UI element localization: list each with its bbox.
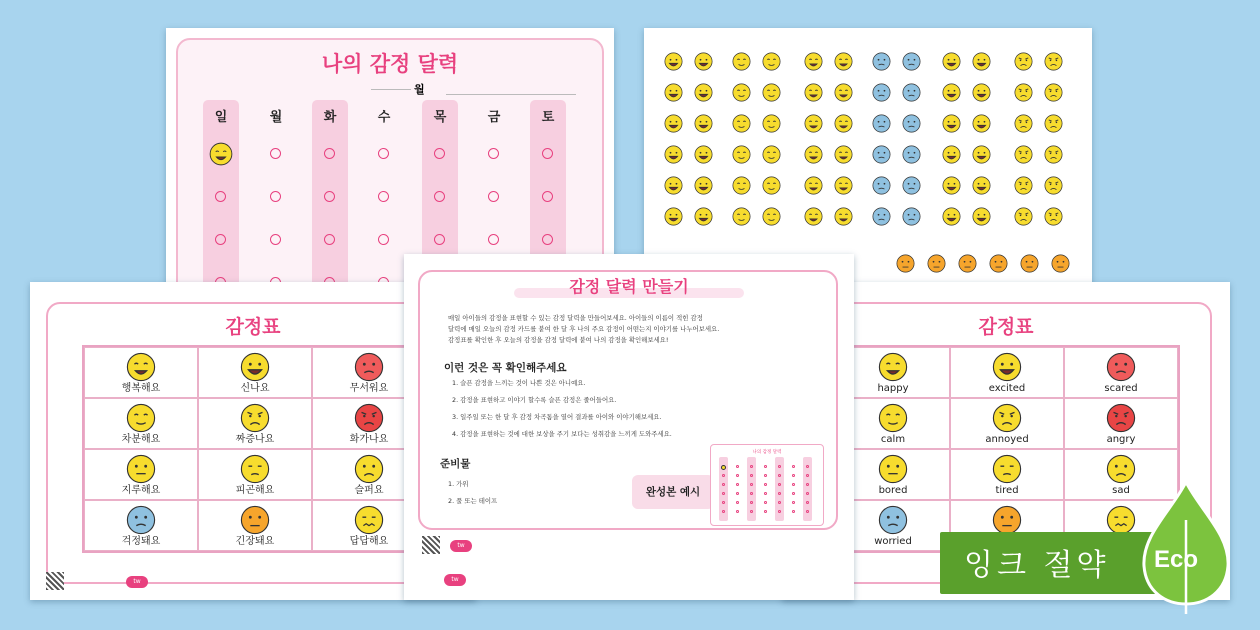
emotion-cell xyxy=(198,449,312,500)
day-label: 일 xyxy=(214,110,228,125)
mini-slot xyxy=(750,465,753,468)
scared-face-icon xyxy=(1106,352,1136,382)
worried-face-icon xyxy=(902,145,921,164)
mini-slot xyxy=(750,474,753,477)
mini-slot xyxy=(722,501,725,504)
mini-slot xyxy=(778,483,781,486)
sticker-slot xyxy=(270,191,281,202)
excited-face-icon xyxy=(240,352,270,382)
annoyed-face-icon xyxy=(240,403,270,433)
emotion-label: 피곤해요 xyxy=(235,485,275,496)
annoyed-face-icon xyxy=(1044,83,1063,102)
happy-face-icon xyxy=(804,114,823,133)
sticker-slot xyxy=(434,234,445,245)
excited-face-icon xyxy=(694,145,713,164)
mini-column xyxy=(733,457,742,521)
intro-text: 매일 아이들의 감정을 표현할 수 있는 감정 달력을 만들어보세요. 아이들의 이름이 적힌 감정 달력에 매일 오늘의 감정 카드를 붙여 한 달 후 나의 주요 감정이 어떤는지 이야기를 나누어보세요. 감정표를 확인한 후 오늘의 감정을 감정 달력에 붙여 나의 감정을 확인해보세요! xyxy=(448,314,720,344)
annoyed-face-icon xyxy=(1044,176,1063,195)
nervous-face-icon xyxy=(927,254,946,273)
supplies-list xyxy=(448,476,497,510)
excited-face-icon xyxy=(664,176,683,195)
check-heading: 이런 것은 꼭 확인해주세요 xyxy=(444,362,567,374)
nervous-face-icon xyxy=(1051,254,1070,273)
ink-saving-label: 잉크 절약 xyxy=(964,548,1110,583)
emotion-cell xyxy=(1064,398,1178,449)
excited-face-icon xyxy=(942,145,961,164)
emotion-cell xyxy=(198,347,312,398)
sticker-slot xyxy=(378,234,389,245)
mini-slot xyxy=(778,465,781,468)
sticker-slot xyxy=(324,148,335,159)
instruction-title: 감정 달력 만들기 xyxy=(569,277,689,296)
emotion-grid xyxy=(82,345,428,553)
annoyed-face-icon xyxy=(1044,114,1063,133)
mini-slot xyxy=(806,474,809,477)
worried-face-icon xyxy=(902,52,921,71)
sticker-slot xyxy=(378,191,389,202)
happy-face-icon xyxy=(804,145,823,164)
mini-slot xyxy=(736,510,739,513)
annoyed-face-icon xyxy=(1014,145,1033,164)
sticker-slot xyxy=(378,148,389,159)
calm-face-icon xyxy=(878,403,908,433)
emotion-cell xyxy=(950,449,1064,500)
month-label: 월 xyxy=(414,83,425,96)
calm-face-icon xyxy=(732,114,751,133)
annoyed-face-icon xyxy=(1014,176,1033,195)
mini-slot xyxy=(764,465,767,468)
sticker-slot xyxy=(324,191,335,202)
emotion-label: 답답해요 xyxy=(349,536,389,547)
excited-face-icon xyxy=(972,114,991,133)
angry-face-icon xyxy=(354,403,384,433)
mini-slot xyxy=(736,492,739,495)
excited-face-icon xyxy=(942,176,961,195)
mini-column xyxy=(761,457,770,521)
emotion-label: worried xyxy=(874,536,912,547)
mini-slot xyxy=(736,474,739,477)
emotion-label: 무서워요 xyxy=(349,383,389,394)
day-label: 월 xyxy=(269,110,283,125)
mini-title: 나의 감정 달력 xyxy=(752,450,782,455)
mini-slot xyxy=(792,492,795,495)
mini-column xyxy=(747,457,756,521)
nervous-face-icon xyxy=(989,254,1008,273)
excited-face-icon xyxy=(972,83,991,102)
emotion-label: 화가나요 xyxy=(349,434,389,445)
worried-face-icon xyxy=(872,207,891,226)
bored-face-icon xyxy=(878,454,908,484)
calm-face-icon xyxy=(732,207,751,226)
annoyed-face-icon xyxy=(1014,83,1033,102)
mini-slot xyxy=(736,483,739,486)
worried-face-icon xyxy=(902,176,921,195)
excited-face-icon xyxy=(664,52,683,71)
eco-label: Eco xyxy=(1154,546,1199,573)
stuffy-face-icon xyxy=(1106,505,1136,535)
check-list xyxy=(452,378,812,446)
mini-slot xyxy=(792,465,795,468)
excited-face-icon xyxy=(942,83,961,102)
annoyed-face-icon xyxy=(1014,207,1033,226)
calm-face-icon xyxy=(762,207,781,226)
emotion-cell xyxy=(950,398,1064,449)
mini-slot xyxy=(750,501,753,504)
excited-face-icon xyxy=(972,176,991,195)
emotion-label: annoyed xyxy=(985,434,1029,445)
worried-face-icon xyxy=(872,176,891,195)
emotion-cell xyxy=(84,347,198,398)
mini-slot xyxy=(722,492,725,495)
mini-slot xyxy=(778,510,781,513)
happy-face-icon xyxy=(804,52,823,71)
emotion-label: 긴장돼요 xyxy=(235,536,275,547)
mini-column xyxy=(789,457,798,521)
sticker-slot xyxy=(488,191,499,202)
mini-slot xyxy=(778,501,781,504)
stuffy-face-icon xyxy=(354,505,384,535)
emotion-label: 슬퍼요 xyxy=(354,485,384,496)
emotion-label: excited xyxy=(988,383,1026,394)
sticker-slot xyxy=(324,234,335,245)
list-item: 1. 슬픈 감정을 느끼는 것이 나쁜 것은 아니예요. xyxy=(452,379,586,387)
emotion-grid xyxy=(834,345,1180,553)
sticker-slot xyxy=(270,148,281,159)
worried-face-icon xyxy=(872,83,891,102)
scared-face-icon xyxy=(354,352,384,382)
day-label: 수 xyxy=(377,110,391,125)
emotion-cell xyxy=(950,347,1064,398)
emotion-cell xyxy=(84,449,198,500)
happy-face-icon xyxy=(834,176,853,195)
worried-face-icon xyxy=(872,145,891,164)
worried-face-icon xyxy=(878,505,908,535)
bored-face-icon xyxy=(126,454,156,484)
excited-face-icon xyxy=(694,176,713,195)
mini-slot xyxy=(750,492,753,495)
list-item: 3. 일주일 또는 한 달 후 감정 차곡톰을 열어 결과를 아이와 이야기해보세요. xyxy=(452,413,662,421)
emotion-label: 짜증나요 xyxy=(235,434,275,445)
mini-slot xyxy=(806,501,809,504)
mini-slot xyxy=(806,465,809,468)
list-item: 4. 감정을 표현하는 것에 대한 보상을 주기 보다는 성취감을 느끼게 도와주세요. xyxy=(452,430,672,438)
mini-slot xyxy=(722,483,725,486)
excited-face-icon xyxy=(972,207,991,226)
mini-slot xyxy=(764,474,767,477)
nervous-face-icon xyxy=(1020,254,1039,273)
calm-face-icon xyxy=(732,145,751,164)
sticker-slot xyxy=(215,234,226,245)
excited-face-icon xyxy=(942,207,961,226)
sample-label: 완성본 예시 xyxy=(632,475,714,509)
sad-face-icon xyxy=(1106,454,1136,484)
mini-slot xyxy=(764,483,767,486)
qr-code-icon xyxy=(422,536,440,554)
twinkl-logo-icon: tw xyxy=(450,540,472,552)
calendar-title: 나의 감정 달력 xyxy=(321,52,459,76)
mini-slot xyxy=(792,483,795,486)
qr-code-icon xyxy=(46,572,64,590)
happy-face-icon xyxy=(834,83,853,102)
mini-slot xyxy=(736,501,739,504)
day-label: 화 xyxy=(323,110,337,125)
calm-face-icon xyxy=(762,52,781,71)
emoji-cutout-sheet xyxy=(644,28,1092,286)
annoyed-face-icon xyxy=(1014,52,1033,71)
mini-slot xyxy=(806,510,809,513)
mini-slot xyxy=(792,510,795,513)
emotion-cell xyxy=(198,398,312,449)
happy-face-icon xyxy=(834,52,853,71)
mini-column xyxy=(719,457,728,521)
annoyed-face-icon xyxy=(1044,145,1063,164)
eco-leaf-icon xyxy=(1140,480,1232,614)
emotion-cell xyxy=(198,500,312,551)
day-label: 목 xyxy=(433,110,447,125)
happy-face-icon xyxy=(834,207,853,226)
mini-slot xyxy=(792,474,795,477)
emotion-label: sad xyxy=(1112,485,1130,496)
day-label: 금 xyxy=(487,110,501,125)
list-item: 2. 풀 또는 테이프 xyxy=(448,497,498,505)
excited-face-icon xyxy=(664,83,683,102)
excited-face-icon xyxy=(942,52,961,71)
excited-face-icon xyxy=(972,52,991,71)
emotion-label: 지루해요 xyxy=(121,485,161,496)
excited-face-icon xyxy=(972,145,991,164)
happy-face-icon xyxy=(834,145,853,164)
mini-slot xyxy=(764,501,767,504)
sticker-slot xyxy=(270,234,281,245)
excited-face-icon xyxy=(664,207,683,226)
sticker-slot xyxy=(215,191,226,202)
worried-face-icon xyxy=(902,207,921,226)
sticker-slot xyxy=(542,191,553,202)
emotion-label: tired xyxy=(995,485,1019,496)
calm-face-icon xyxy=(732,176,751,195)
emotion-cell xyxy=(1064,347,1178,398)
excited-face-icon xyxy=(992,352,1022,382)
happy-face-icon xyxy=(804,83,823,102)
sticker-slot xyxy=(434,191,445,202)
worried-face-icon xyxy=(872,52,891,71)
chart-title: 감정표 xyxy=(978,316,1034,338)
mini-slot xyxy=(721,465,726,470)
excited-face-icon xyxy=(694,114,713,133)
mini-slot xyxy=(750,483,753,486)
emotion-label: happy xyxy=(877,383,909,394)
annoyed-face-icon xyxy=(1044,52,1063,71)
calm-face-icon xyxy=(762,145,781,164)
chart-title: 감정표 xyxy=(225,316,281,338)
mini-slot xyxy=(736,465,739,468)
mini-slot xyxy=(764,510,767,513)
sticker-slot xyxy=(542,148,553,159)
mini-slot xyxy=(778,492,781,495)
emotion-label: bored xyxy=(878,485,908,496)
emotion-label: 행복해요 xyxy=(121,383,161,394)
emotion-label: 걱정돼요 xyxy=(121,536,161,547)
nervous-face-icon xyxy=(992,505,1022,535)
emotion-label: 차분해요 xyxy=(121,434,161,445)
emotion-label: scared xyxy=(1104,383,1138,394)
calm-face-icon xyxy=(762,83,781,102)
angry-face-icon xyxy=(1106,403,1136,433)
worried-face-icon xyxy=(872,114,891,133)
emotion-label: calm xyxy=(880,434,906,445)
mini-slot xyxy=(778,474,781,477)
emotion-label: angry xyxy=(1106,434,1136,445)
tired-face-icon xyxy=(240,454,270,484)
mini-slot xyxy=(806,483,809,486)
instruction-sheet xyxy=(404,254,854,600)
excited-face-icon xyxy=(942,114,961,133)
nervous-face-icon xyxy=(896,254,915,273)
mini-slot xyxy=(806,492,809,495)
happy-face-icon xyxy=(804,176,823,195)
annoyed-face-icon xyxy=(1014,114,1033,133)
emotion-cell xyxy=(84,500,198,551)
happy-face-icon xyxy=(126,352,156,382)
excited-face-icon xyxy=(694,52,713,71)
mini-slot xyxy=(722,510,725,513)
calm-face-icon xyxy=(762,114,781,133)
list-item: 1. 가위 xyxy=(448,480,469,488)
excited-face-icon xyxy=(694,207,713,226)
mini-slot xyxy=(750,510,753,513)
mini-column xyxy=(775,457,784,521)
excited-face-icon xyxy=(664,145,683,164)
worried-face-icon xyxy=(902,114,921,133)
twinkl-logo-icon: tw xyxy=(126,576,148,588)
happy-face-icon xyxy=(878,352,908,382)
sticker-slot xyxy=(488,148,499,159)
calm-face-icon xyxy=(126,403,156,433)
worried-face-icon xyxy=(902,83,921,102)
calm-face-icon xyxy=(732,52,751,71)
worried-face-icon xyxy=(126,505,156,535)
list-item: 2. 감정을 표현하고 이야기 할수록 슬픈 감정은 줄어들어요. xyxy=(452,396,617,404)
happy-face-icon xyxy=(834,114,853,133)
mini-slot xyxy=(764,492,767,495)
emotion-cell xyxy=(84,398,198,449)
nervous-face-icon xyxy=(958,254,977,273)
sticker-slot xyxy=(542,234,553,245)
nervous-face-icon xyxy=(240,505,270,535)
sample-calendar-thumbnail xyxy=(710,444,824,526)
sticker-slot xyxy=(488,234,499,245)
day-label: 토 xyxy=(541,110,555,125)
calm-face-icon xyxy=(762,176,781,195)
happy-face-icon xyxy=(804,207,823,226)
mini-slot xyxy=(722,474,725,477)
annoyed-face-icon xyxy=(1044,207,1063,226)
sticker-slot xyxy=(434,148,445,159)
annoyed-face-icon xyxy=(992,403,1022,433)
calm-face-icon xyxy=(732,83,751,102)
mini-slot xyxy=(792,501,795,504)
twinkl-logo-icon: tw xyxy=(444,574,466,586)
excited-face-icon xyxy=(664,114,683,133)
tired-face-icon xyxy=(992,454,1022,484)
mini-column xyxy=(803,457,812,521)
happy-face-icon xyxy=(209,142,233,166)
emotion-label: 신나요 xyxy=(240,383,270,394)
supplies-heading: 준비물 xyxy=(440,458,471,470)
excited-face-icon xyxy=(694,83,713,102)
sad-face-icon xyxy=(354,454,384,484)
